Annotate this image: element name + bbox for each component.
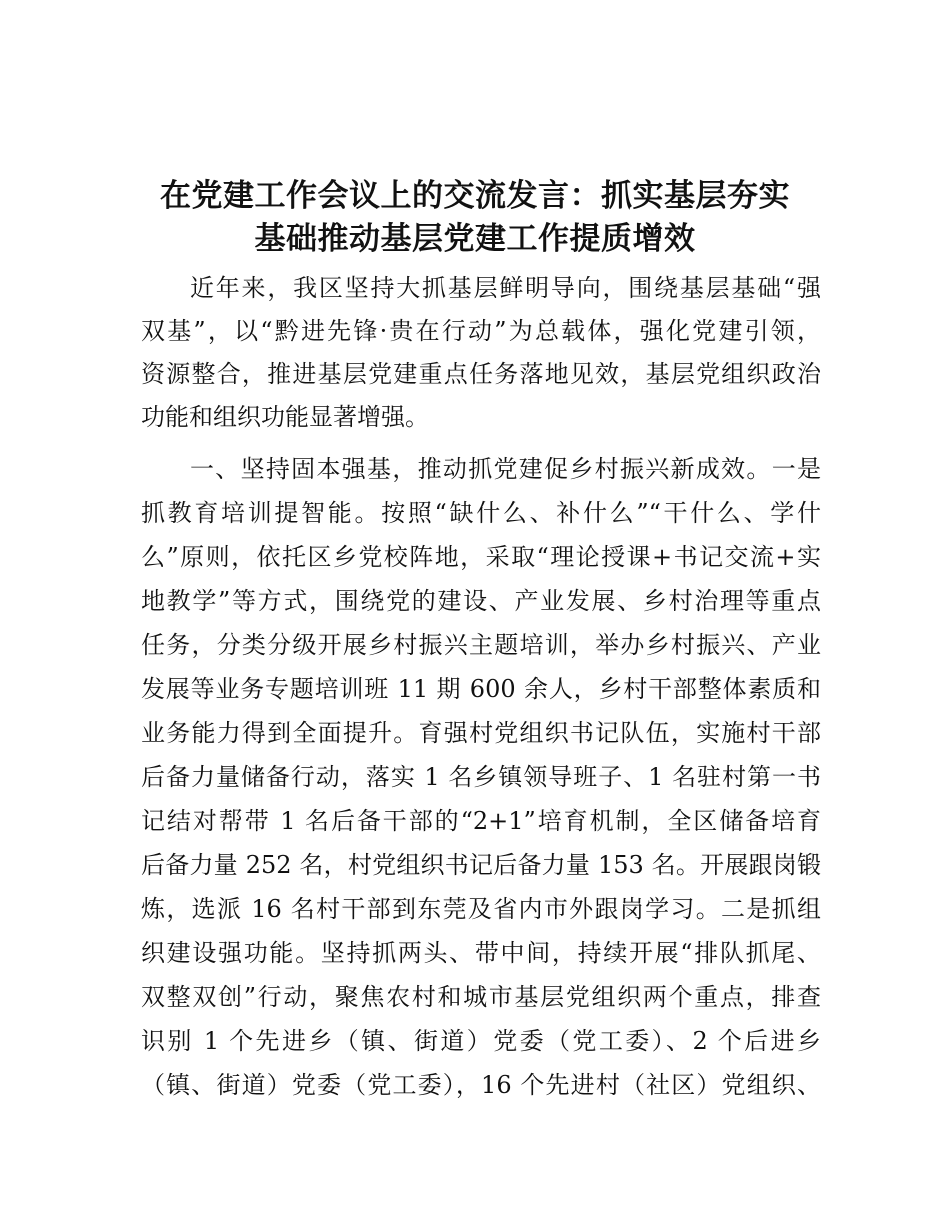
paragraph-2-line-1: 一、坚持固本强基，推动抓党建促乡村振兴新成效。一是 [190, 455, 821, 483]
paragraph-1-line-3: 资源整合，推进基层党建重点任务落地见效，基层党组织政治 [141, 360, 821, 388]
paragraph-2-line-12: 织建设强功能。坚持抓两头、带中间，持续开展“排队抓尾、 [141, 939, 821, 967]
paragraph-2-line-13: 双整双创”行动，聚焦农村和城市基层党组织两个重点，排查 [141, 983, 821, 1011]
paragraph-2-line-14: 识别 1 个先进乡（镇、街道）党委（党工委）、2 个后进乡 [141, 1027, 821, 1055]
document-title-line-1: 在党建工作会议上的交流发言：抓实基层夯实 [160, 178, 790, 214]
paragraph-1-line-4: 功能和组织功能显著增强。 [141, 403, 429, 431]
paragraph-2-line-6: 发展等业务专题培训班 11 期 600 余人，乡村干部整体素质和 [141, 675, 821, 703]
paragraph-2-line-5: 任务，分类分级开展乡村振兴主题培训，举办乡村振兴、产业 [141, 631, 821, 659]
document-title-line-2: 基础推动基层党建工作提质增效 [254, 221, 696, 257]
paragraph-2-line-3: 么”原则，依托区乡党校阵地，采取“理论授课+书记交流+实 [141, 543, 821, 571]
paragraph-1-line-2: 双基”，以“黔进先锋·贵在行动”为总载体，强化党建引领， [141, 317, 821, 345]
paragraph-2-line-10: 后备力量 252 名，村党组织书记后备力量 153 名。开展跟岗锻 [141, 851, 821, 879]
paragraph-1-line-1: 近年来，我区坚持大抓基层鲜明导向，围绕基层基础“强 [190, 274, 821, 302]
paragraph-2-line-4: 地教学”等方式，围绕党的建设、产业发展、乡村治理等重点 [141, 587, 821, 615]
paragraph-2-line-2: 抓教育培训提智能。按照“缺什么、补什么”“干什么、学什 [141, 499, 821, 527]
paragraph-2-line-7: 业务能力得到全面提升。育强村党组织书记队伍，实施村干部 [141, 719, 821, 747]
paragraph-2-line-11: 炼，选派 16 名村干部到东莞及省内市外跟岗学习。二是抓组 [141, 895, 821, 923]
paragraph-2-line-9: 记结对帮带 1 名后备干部的“2+1”培育机制，全区储备培育 [141, 807, 821, 835]
paragraph-2-line-8: 后备力量储备行动，落实 1 名乡镇领导班子、1 名驻村第一书 [141, 763, 821, 791]
paragraph-2-line-15: （镇、街道）党委（党工委），16 个先进村（社区）党组织、 [141, 1071, 821, 1099]
